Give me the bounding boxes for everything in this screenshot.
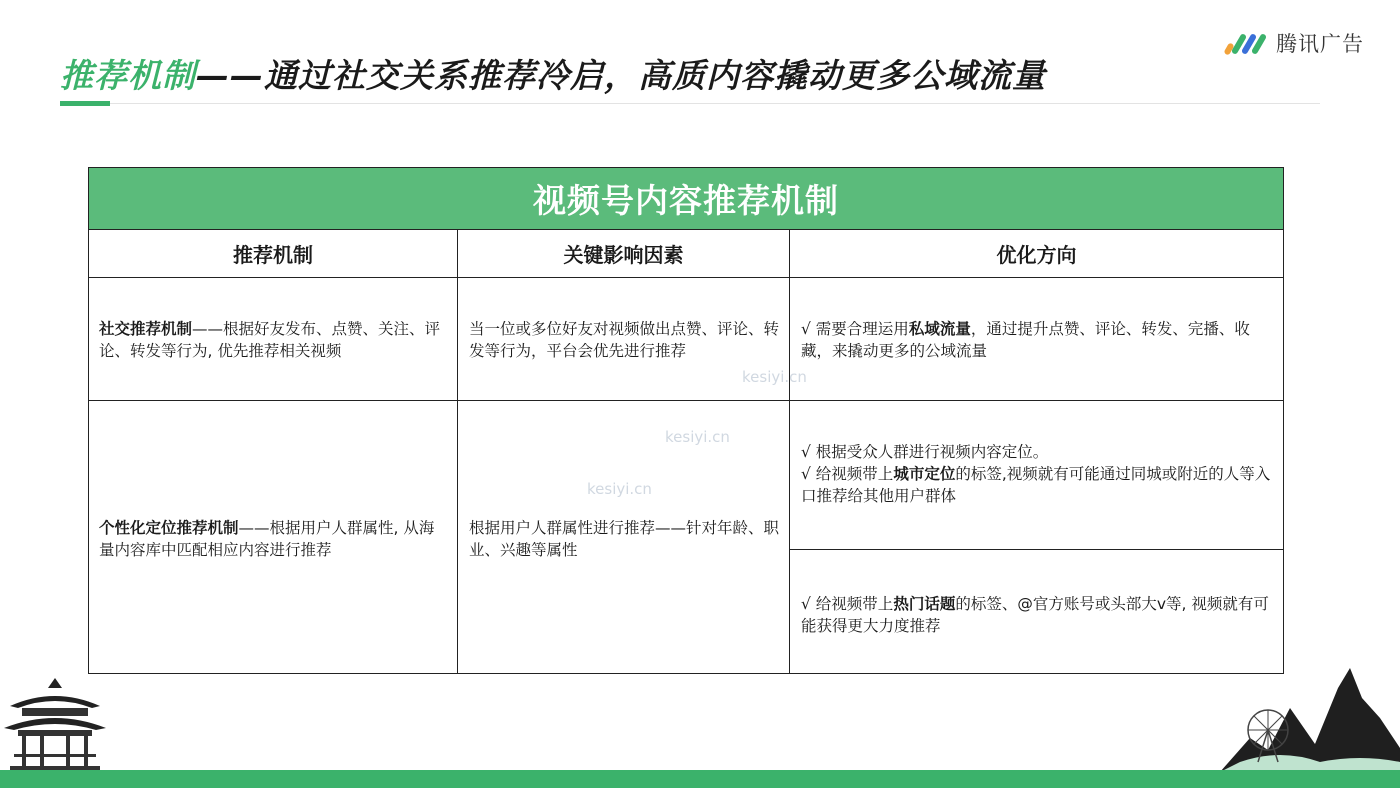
row2-opt1-line1: √ 根据受众人群进行视频内容定位。 (801, 443, 1049, 461)
row2-opt1-text-b: 的标签,视频就有可能通过同城或附近的人等入口推荐给其他用户群体 (801, 465, 1271, 505)
row2-factors: 根据用户人群属性进行推荐——针对年龄、职业、兴趣等属性 (469, 519, 780, 559)
row2-opt1-line2 (801, 463, 1271, 507)
table-rule (89, 400, 1283, 401)
watermark: kesiyi.cn (665, 428, 730, 446)
tencent-ads-logo-icon (1224, 31, 1268, 55)
row1-factors: 当一位或多位好友对视频做出点赞、评论、转发等行为，平台会优先进行推荐 (469, 320, 780, 360)
row2-opt1-bold: 城市定位 (893, 465, 956, 483)
row2-opt1-text-a: √ 给视频带上 (801, 465, 894, 483)
column-header-mechanism: 推荐机制 (233, 242, 313, 267)
slide-title (60, 50, 1046, 97)
row1-mechanism-bold: 社交推荐机制 (99, 320, 193, 338)
table-rule (790, 549, 1283, 550)
row2-mechanism-text: ——根据用户人群属性, 从海量内容库中匹配相应内容进行推荐 (99, 519, 435, 559)
logo-text: 腾讯广告 (1276, 32, 1364, 56)
mountain-scenery-illustration (1220, 658, 1400, 772)
pavilion-illustration (0, 678, 110, 774)
row2-optimization-2 (801, 593, 1271, 637)
table-title: 视频号内容推荐机制 (89, 168, 1283, 229)
row1-opt-text-a: √ 需要合理运用 (801, 320, 909, 338)
watermark: kesiyi.cn (742, 368, 807, 386)
recommendation-table (88, 167, 1284, 674)
table-rule (89, 277, 1283, 278)
row2-mechanism (99, 517, 444, 561)
column-header-factors: 关键影响因素 (563, 242, 684, 267)
title-divider (110, 103, 1320, 104)
watermark: kesiyi.cn (587, 480, 652, 498)
bottom-accent-bar (0, 770, 1400, 788)
title-underline (60, 101, 110, 106)
row1-opt-text-b: ，通过提升点赞、评论、转发、完播、收藏，来撬动更多的公域流量 (801, 320, 1250, 360)
row2-opt2-bold: 热门话题 (893, 595, 956, 613)
row1-mechanism-text: ——根据好友发布、点赞、关注、评论、转发等行为, 优先推荐相关视频 (99, 320, 441, 360)
row2-opt2-text-b: 的标签、@官方账号或头部大v等, 视频就有可能获得更大力度推荐 (801, 595, 1269, 635)
row2-optimization-1 (801, 441, 1271, 507)
tencent-ads-logo (1224, 28, 1364, 58)
column-header-optimization: 优化方向 (996, 242, 1077, 267)
row2-mechanism-bold: 个性化定位推荐机制 (99, 519, 239, 537)
row1-mechanism (99, 318, 444, 362)
title-rest: ——通过社交关系推荐冷启，高质内容撬动更多公域流量 (196, 56, 1046, 95)
row1-optimization (801, 318, 1279, 362)
title-highlight: 推荐机制 (60, 56, 196, 95)
row2-opt2-text-a: √ 给视频带上 (801, 595, 894, 613)
table-rule (457, 229, 458, 673)
table-rule (789, 229, 790, 673)
row1-opt-bold: 私域流量 (908, 320, 971, 338)
